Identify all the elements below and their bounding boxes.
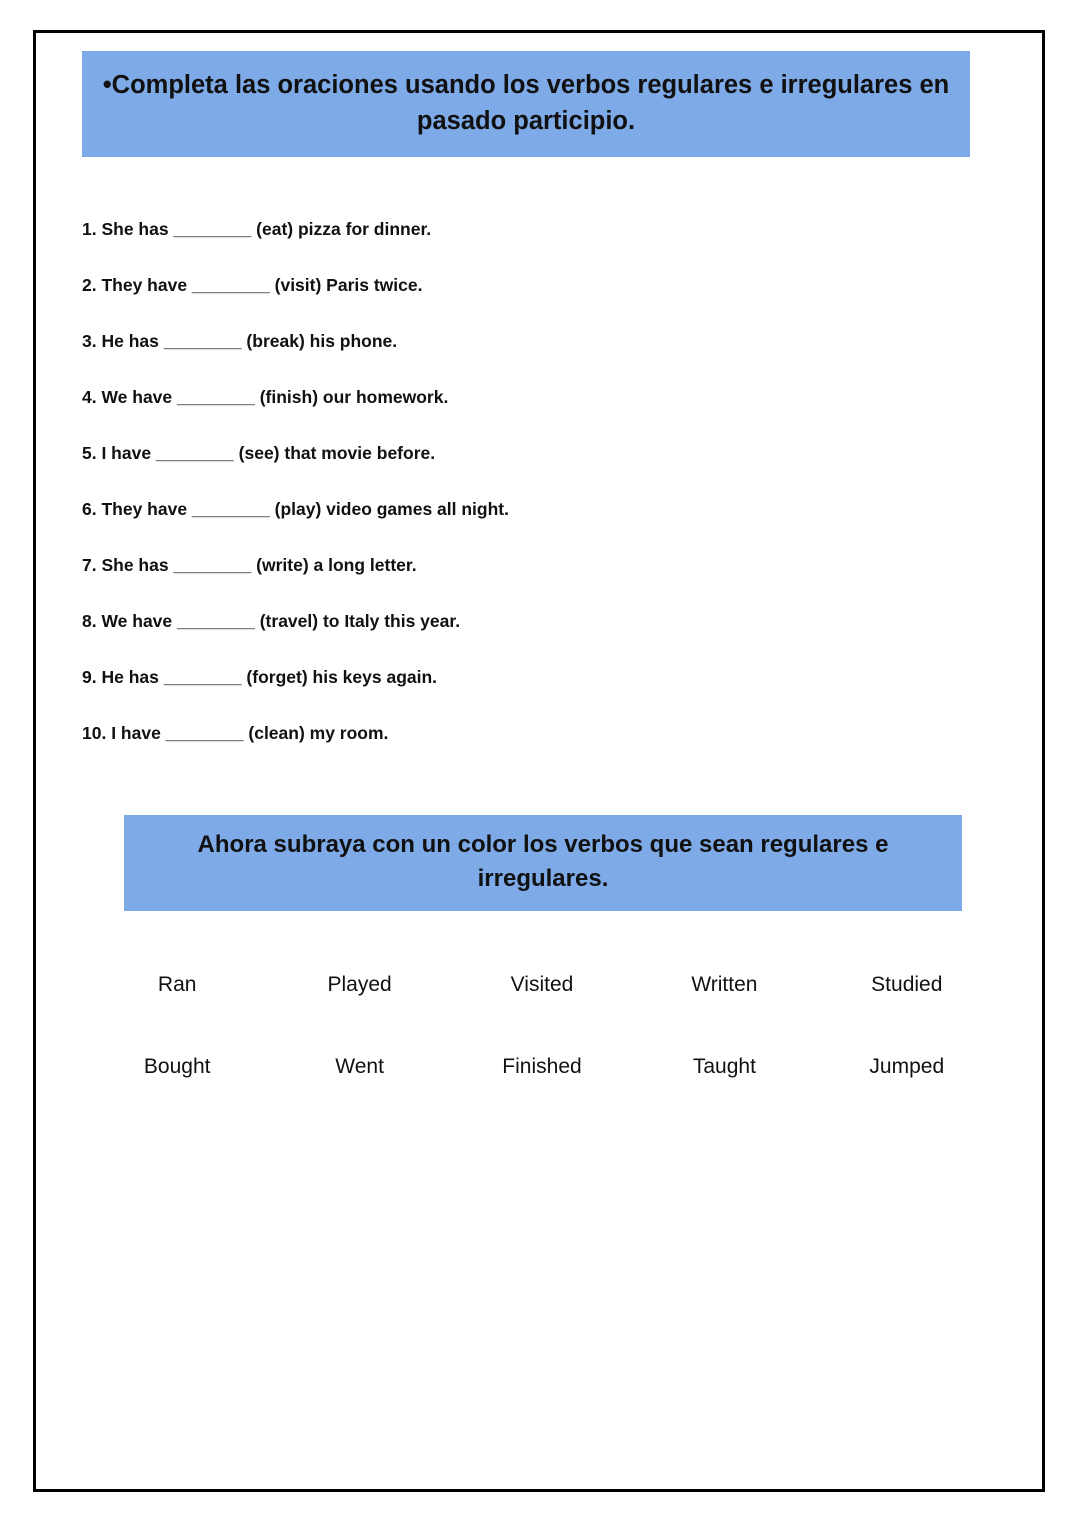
exercise-item: 9. He has ________ (forget) his keys again.: [82, 667, 438, 687]
exercise-item: 6. They have ________ (play) video games all night.: [82, 499, 509, 519]
exercise-item: 3. He has ________ (break) his phone.: [82, 331, 398, 351]
word-bank-item: Bought: [143, 1055, 211, 1078]
word-bank-item: Ran: [157, 973, 197, 996]
word-bank-item: Went: [335, 1055, 384, 1078]
worksheet-page: [33, 30, 1045, 1492]
exercise-item: 2. They have ________ (visit) Paris twice.: [82, 275, 423, 295]
exercise-item: 5. I have ________ (see) that movie before.: [82, 443, 436, 463]
exercise-list: [82, 221, 982, 781]
main-instruction-banner: •Completa las oraciones usando los verbos regulares e irregulares en pasado participio.: [82, 51, 970, 157]
exercise-item: 1. She has ________ (eat) pizza for dinner.: [82, 219, 432, 239]
word-bank-item: Finished: [502, 1055, 582, 1078]
word-bank: [86, 973, 998, 1079]
exercise-item: 7. She has ________ (write) a long letter.: [82, 555, 417, 575]
exercise-item: 4. We have ________ (finish) our homework.: [82, 387, 449, 407]
sub-instruction-banner: Ahora subraya con un color los verbos que sean regulares e irregulares.: [124, 815, 962, 911]
word-bank-item: Played: [327, 973, 392, 996]
word-bank-item: Studied: [871, 973, 943, 996]
word-bank-item: Taught: [692, 1055, 756, 1078]
exercise-item: 8. We have ________ (travel) to Italy this year.: [82, 611, 461, 631]
word-bank-item: Visited: [510, 973, 574, 996]
exercise-item: 10. I have ________ (clean) my room.: [82, 723, 389, 743]
word-bank-item: Written: [691, 973, 758, 996]
word-bank-item: Jumped: [869, 1055, 945, 1078]
